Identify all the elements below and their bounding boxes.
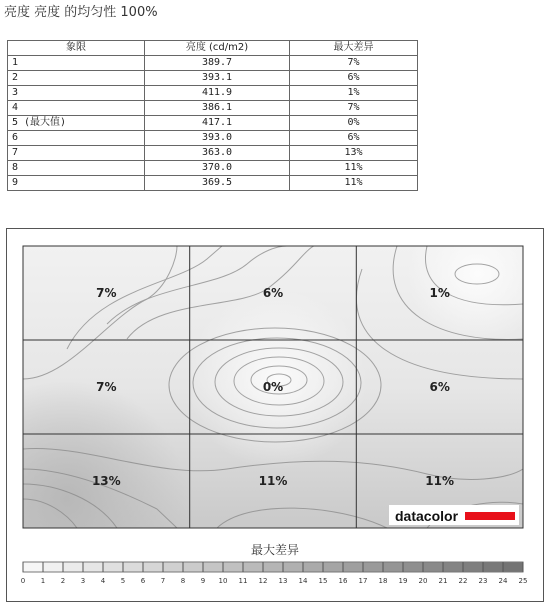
scale-tick-label: 25 <box>518 577 528 585</box>
header-quadrant: 象限 <box>8 41 145 56</box>
cell-label: 6% <box>262 286 284 300</box>
quadrant-cell: 4 <box>8 101 145 116</box>
scale-swatch <box>203 562 223 572</box>
scale-swatch <box>483 562 503 572</box>
table-row <box>8 161 418 176</box>
scale-tick-label: 4 <box>100 577 106 585</box>
logo-bar <box>465 512 515 520</box>
max-diff-cell: 0% <box>290 116 418 131</box>
scale-title: 最大差异 <box>250 543 300 557</box>
scale-tick-label: 1 <box>40 577 46 585</box>
table-row <box>8 116 418 131</box>
max-diff-cell: 6% <box>290 131 418 146</box>
scale-swatch <box>163 562 183 572</box>
scale-swatch <box>103 562 123 572</box>
scale-swatch <box>183 562 203 572</box>
scale-swatch <box>283 562 303 572</box>
scale-swatch <box>303 562 323 572</box>
luminance-cell: 369.5 <box>145 176 290 191</box>
logo-text: datacolor <box>395 508 459 524</box>
quadrant-cell: 2 <box>8 71 145 86</box>
max-diff-cell: 11% <box>290 161 418 176</box>
scale-tick-label: 3 <box>80 577 86 585</box>
table-row <box>8 56 418 71</box>
quadrant-cell: 5 (最大值) <box>8 116 145 131</box>
scale-swatch <box>63 562 83 572</box>
luminance-cell: 417.1 <box>145 116 290 131</box>
scale-swatch <box>503 562 523 572</box>
scale-tick-label: 0 <box>20 577 26 585</box>
scale-tick-label: 17 <box>358 577 368 585</box>
scale-swatch <box>343 562 363 572</box>
scale-tick-label: 22 <box>458 577 468 585</box>
scale-swatch <box>363 562 383 572</box>
scale-tick-label: 16 <box>338 577 348 585</box>
scale-tick-label: 13 <box>278 577 288 585</box>
max-diff-cell: 7% <box>290 56 418 71</box>
luminance-cell: 411.9 <box>145 86 290 101</box>
quadrant-cell: 3 <box>8 86 145 101</box>
max-diff-cell: 6% <box>290 71 418 86</box>
table-header-row <box>8 41 418 56</box>
max-diff-cell: 7% <box>290 101 418 116</box>
header-luminance: 亮度 (cd/m2) <box>145 41 290 56</box>
color-scale <box>21 562 528 585</box>
scale-tick-label: 18 <box>378 577 388 585</box>
scale-swatch <box>23 562 43 572</box>
scale-swatch <box>323 562 343 572</box>
quadrant-cell: 7 <box>8 146 145 161</box>
luminance-cell: 393.1 <box>145 71 290 86</box>
quadrant-cell: 6 <box>8 131 145 146</box>
max-diff-cell: 1% <box>290 86 418 101</box>
luminance-cell: 363.0 <box>145 146 290 161</box>
datacolor-logo <box>389 505 519 525</box>
scale-tick-label: 6 <box>140 577 146 585</box>
scale-tick-label: 15 <box>318 577 328 585</box>
quadrant-cell: 9 <box>8 176 145 191</box>
scale-tick-label: 12 <box>258 577 268 585</box>
max-diff-cell: 11% <box>290 176 418 191</box>
cell-label: 11% <box>258 474 288 488</box>
uniformity-heatmap <box>7 229 543 601</box>
scale-swatch <box>83 562 103 572</box>
scale-tick-label: 2 <box>60 577 66 585</box>
table-row <box>8 101 418 116</box>
scale-tick-label: 7 <box>160 577 166 585</box>
luminance-cell: 370.0 <box>145 161 290 176</box>
cell-label: 7% <box>96 380 117 394</box>
scale-swatch <box>403 562 423 572</box>
scale-tick-label: 10 <box>218 577 228 585</box>
cell-label: 1% <box>429 286 450 300</box>
scale-tick-label: 11 <box>238 577 248 585</box>
quadrant-cell: 8 <box>8 161 145 176</box>
scale-swatch <box>123 562 143 572</box>
uniformity-table <box>7 40 418 191</box>
scale-swatch <box>383 562 403 572</box>
scale-swatch <box>43 562 63 572</box>
table-row <box>8 176 418 191</box>
scale-tick-label: 14 <box>298 577 308 585</box>
scale-tick-label: 23 <box>478 577 488 585</box>
cell-label: 6% <box>429 380 450 394</box>
quadrant-cell: 1 <box>8 56 145 71</box>
luminance-cell: 386.1 <box>145 101 290 116</box>
scale-swatch <box>223 562 243 572</box>
scale-swatch <box>263 562 283 572</box>
table-row <box>8 146 418 161</box>
scale-tick-label: 8 <box>180 577 186 585</box>
table-row <box>8 71 418 86</box>
cell-label: 11% <box>425 474 455 488</box>
luminance-cell: 393.0 <box>145 131 290 146</box>
table-row <box>8 86 418 101</box>
scale-swatch <box>423 562 443 572</box>
table-row <box>8 131 418 146</box>
header-max-diff: 最大差异 <box>290 41 418 56</box>
uniformity-chart-panel <box>6 228 544 602</box>
scale-swatch <box>243 562 263 572</box>
scale-tick-label: 24 <box>498 577 508 585</box>
cell-label: 7% <box>96 286 117 300</box>
luminance-cell: 389.7 <box>145 56 290 71</box>
scale-swatch <box>463 562 483 572</box>
scale-tick-label: 19 <box>398 577 408 585</box>
scale-tick-label: 20 <box>418 577 428 585</box>
page-title: 亮度 亮度 的均匀性 100% <box>4 5 158 20</box>
scale-swatch <box>443 562 463 572</box>
scale-tick-label: 21 <box>438 577 448 585</box>
cell-label: 0% <box>262 380 284 394</box>
scale-tick-label: 5 <box>120 577 126 585</box>
max-diff-cell: 13% <box>290 146 418 161</box>
scale-swatch <box>143 562 163 572</box>
cell-label: 13% <box>91 474 121 488</box>
scale-tick-label: 9 <box>200 577 206 585</box>
